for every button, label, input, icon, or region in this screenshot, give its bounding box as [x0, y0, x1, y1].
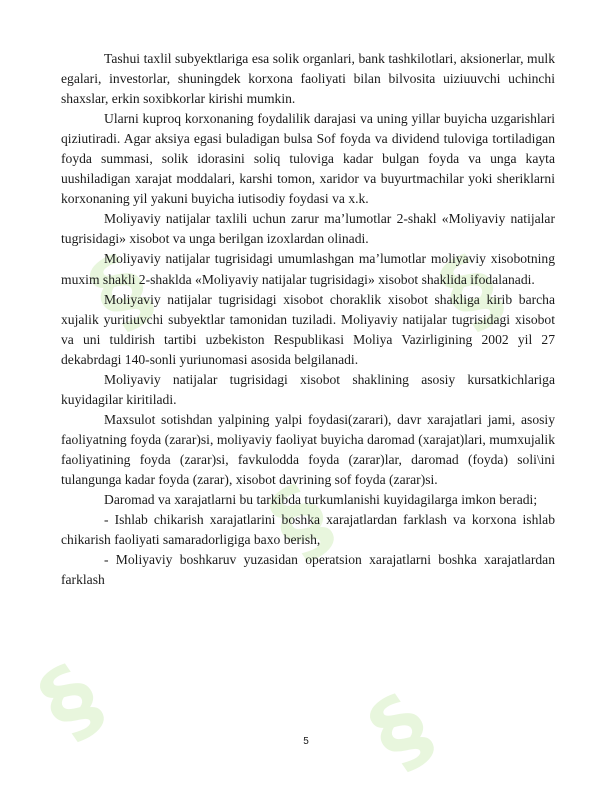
svg-text:§: § — [71, 233, 171, 349]
paragraph-6: Moliyaviy natijalar tugrisidagi xisobot shaklining asosiy kursatkichlariga kuyidagilar kiritiladi. — [61, 371, 555, 407]
paragraph-7: Maxsulot sotishdan yalpining yalpi foydasi(zarari), davr xarajatlari jami, asosiy faoliyatning foyda (zarar)si, moliyaviy faoliyat buyicha daromad (xarajat)lari, mumxujalik faoliyatining foyda (zarar)si, favkulodda foyda (zarar)lar, daromad (foyda) soli\ini tulangunga kadar foyda (zarar), xisobot davrining sof foyda (zarar)si. — [61, 411, 555, 487]
page-number: 5 — [303, 736, 309, 747]
paragraph-9: - Ishlab chikarish xarajatlarini boshka xarajatlardan farklash va korxona ishlab chikarish faoliyati samaradorligiga baxo berish, — [61, 512, 555, 548]
svg-text:§: § — [421, 233, 521, 349]
paragraph-3: Moliyaviy natijalar taxlili uchun zarur ma’lumotlar 2-shakl «Moliyaviy natijalar tugrisidagi» xisobot va unga berilgan izoxlardan olinadi. — [61, 211, 555, 247]
paragraph-10: - Moliyaviy boshkaruv yuzasidan operatsion xarajatlarni boshka xarajatlardan farklash — [61, 552, 555, 588]
paragraph-2: Ularni kuproq korxonaning foydalilik darajasi va uning yillar buyicha uzgarishlari qiziutiradi. Agar aksiya egasi buladigan bulsa Sof foyda va dividend tuloviga tortiladigan foyda summasi, solik idorasini soliq tuloviga kadar bulgan foyda va unga kayta uushiladigan xarajat moddalari, karshi tomon, xaridor va buyurtmachilar yoki sheriklarni korxonaning yil yakuni buyicha iutisodiy foydasi va x.k. — [61, 111, 555, 207]
paragraph-4: Moliyaviy natijalar tugrisidagi umumlashgan ma’lumotlar moliyaviy xisobotning muxim shakli 2-shaklda «Moliyaviy natijalar tugrisidagi» xisobot shaklida ifodalanadi. — [61, 251, 555, 287]
svg-text:§: § — [21, 643, 121, 759]
paragraph-5: Moliyaviy natijalar tugrisidagi xisobot choraklik xisobot shakliga kirib barcha xujalik yuritiuvchi subyektlar tamonidan tuziladi. Moliyaviy natijalar tugrisidagi xisobot va uni tuldirish tartibi uzbekiston Respublikasi Moliya Vazirligining 2002 yil 27 dekabrdagi 140-sonli yuriunomasi asosida belgilanadi. — [61, 291, 555, 367]
svg-text:§: § — [351, 673, 451, 789]
body-text — [61, 49, 555, 590]
watermark-glyph-5 — [351, 674, 450, 788]
paragraph-8: Daromad va xarajatlarni bu tarkibda turkumlanishi kuyidagilarga imkon beradi; — [104, 492, 538, 508]
svg-text:§: § — [251, 463, 351, 579]
paragraph-1: Tashui taxlil subyektlariga esa solik organlari, bank tashkilotlari, aksionerlar, mulk egalari, investorlar, shuningdek korxona faoliyati bilan bilvosita uiziuuvchi uchinchi shaxslar, erkin soxibkorlar kirishi mumkin. — [61, 51, 555, 107]
